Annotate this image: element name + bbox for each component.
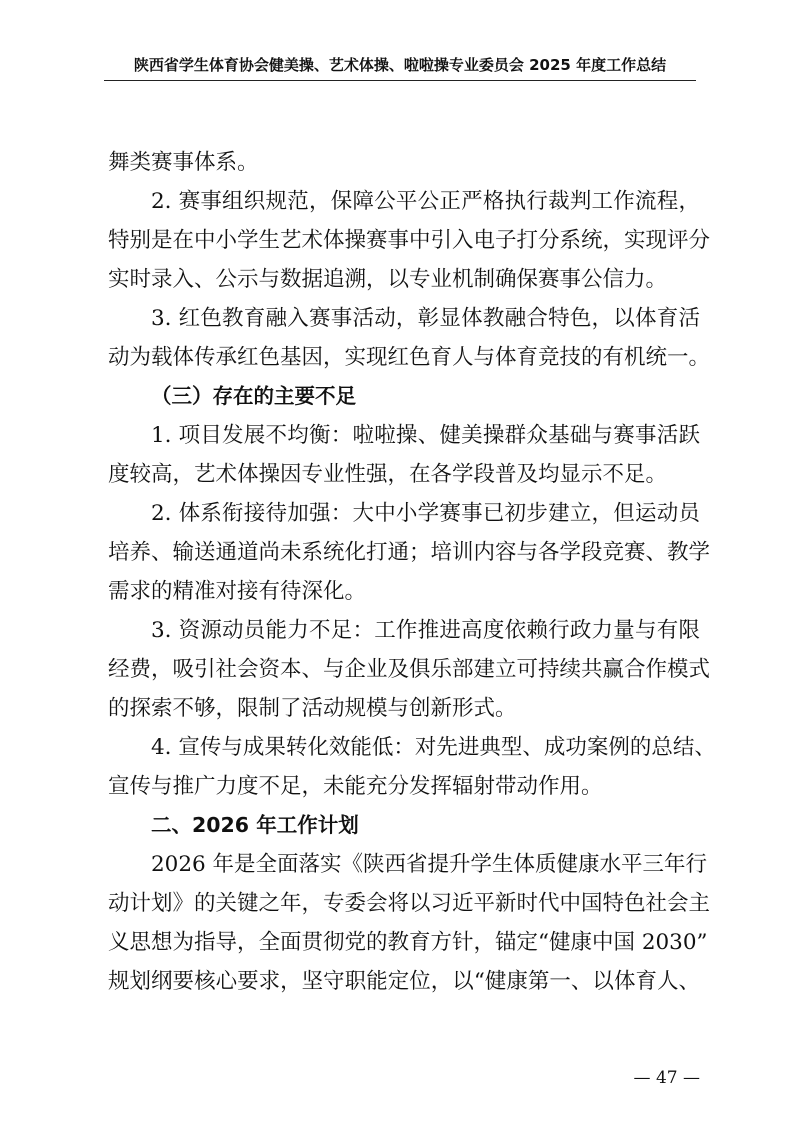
text-line: 4. 宣传与成果转化效能低：对先进典型、成功案例的总结、 xyxy=(151,735,716,760)
header-rule xyxy=(104,80,696,81)
document-body xyxy=(108,143,716,1001)
text-line: 度较高，艺术体操因专业性强，在各学段普及均显示不足。 xyxy=(108,462,668,487)
text-line: 义思想为指导，全面贯彻党的教育方针，锚定“健康中国 2030” xyxy=(108,930,708,955)
text-line: 培养、输送通道尚未系统化打通；培训内容与各学段竞赛、教学 xyxy=(108,540,711,565)
section-heading: 二、2026 年工作计划 xyxy=(151,813,359,837)
text-line: 2. 体系衔接待加强：大中小学赛事已初步建立，但运动员 xyxy=(151,501,700,526)
text-line: 规划纲要核心要求，坚守职能定位，以“健康第一、以体育人、 xyxy=(108,969,700,994)
text-line: 需求的精准对接有待深化。 xyxy=(108,579,367,604)
page-number: — 47 — xyxy=(633,1068,700,1088)
text-line: 的探索不够，限制了活动规模与创新形式。 xyxy=(108,696,517,721)
section-heading: （三）存在的主要不足 xyxy=(151,384,356,408)
text-line: 2. 赛事组织规范，保障公平公正严格执行裁判工作流程， xyxy=(151,189,700,214)
text-line: 1. 项目发展不均衡：啦啦操、健美操群众基础与赛事活跃 xyxy=(151,423,700,448)
text-line: 宣传与推广力度不足，未能充分发挥辐射带动作用。 xyxy=(108,774,603,799)
text-line: 2026 年是全面落实《陕西省提升学生体质健康水平三年行 xyxy=(151,852,708,877)
text-line: 特别是在中小学生艺术体操赛事中引入电子打分系统，实现评分 xyxy=(108,228,711,253)
text-line: 动为载体传承红色基因，实现红色育人与体育竞技的有机统一。 xyxy=(108,345,711,370)
text-line: 3. 红色教育融入赛事活动，彰显体教融合特色，以体育活 xyxy=(151,306,700,331)
text-line: 舞类赛事体系。 xyxy=(108,150,259,175)
text-line: 3. 资源动员能力不足：工作推进高度依赖行政力量与有限 xyxy=(151,618,700,643)
running-header: 陕西省学生体育协会健美操、艺术体操、啦啦操专业委员会 2025 年度工作总结 xyxy=(133,56,667,74)
text-line: 实时录入、公示与数据追溯，以专业机制确保赛事公信力。 xyxy=(108,267,668,292)
text-line: 经费，吸引社会资本、与企业及俱乐部建立可持续共赢合作模式 xyxy=(108,657,711,682)
text-line: 动计划》的关键之年，专委会将以习近平新时代中国特色社会主 xyxy=(108,891,711,916)
